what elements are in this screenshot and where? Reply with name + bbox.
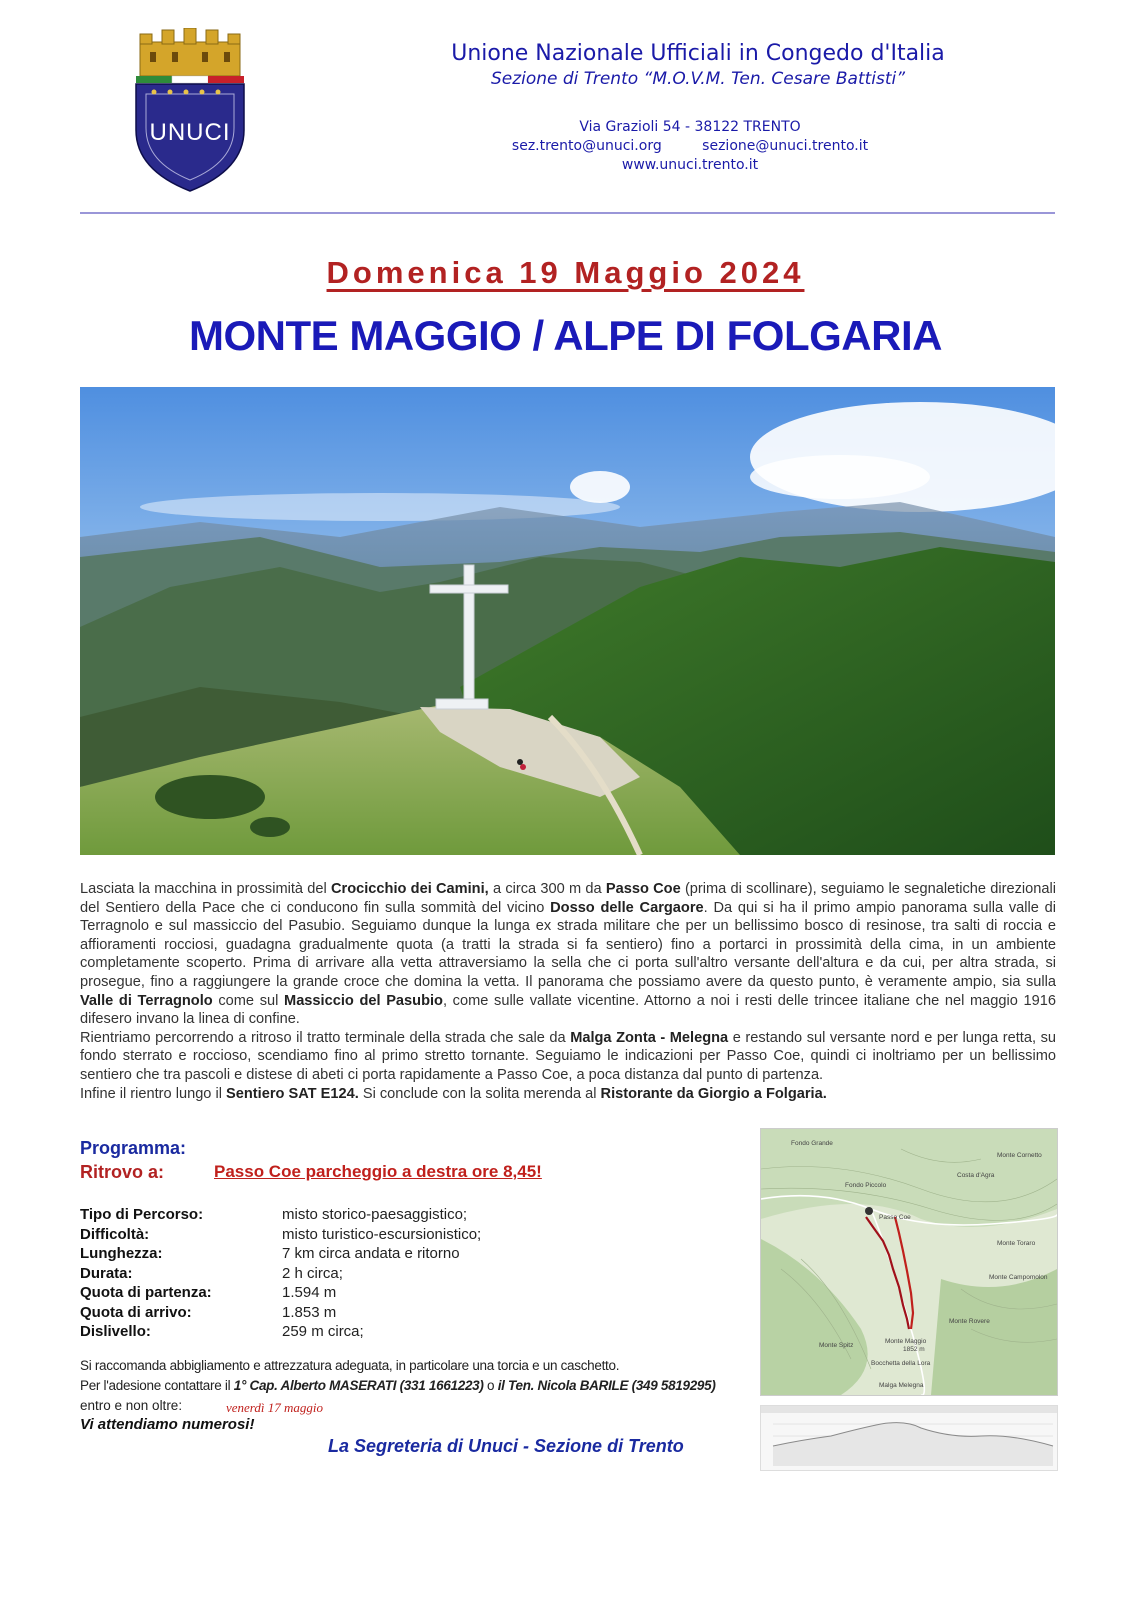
restaurant-name: Ristorante da Giorgio a Folgaria.: [600, 1085, 827, 1102]
place-dosso-cargaore: Dosso delle Cargaore: [550, 899, 704, 916]
organization-section: Sezione di Trento “M.O.V.M. Ten. Cesare Battisti”: [490, 69, 906, 89]
map-label: Monte Rovere: [949, 1318, 990, 1325]
unuci-logo: [122, 28, 258, 193]
event-date: [0, 255, 1131, 291]
meeting-label: Ritrovo a:: [80, 1162, 165, 1182]
hike-specs-table: [80, 1206, 481, 1343]
map-label: Passo Coe: [879, 1214, 911, 1221]
spec-value: misto storico-paesaggistico;: [282, 1206, 468, 1223]
spec-label: Quota di partenza:: [80, 1284, 212, 1301]
email-link-1[interactable]: sez.trento@unuci.org: [511, 138, 662, 154]
spec-row: [80, 1284, 481, 1304]
place-passo-coe: Passo Coe: [605, 881, 681, 897]
map-label: Bocchetta della Lora: [871, 1360, 931, 1367]
spec-label: Tipo di Percorso:: [80, 1206, 204, 1223]
spec-label: Difficoltà:: [80, 1225, 150, 1243]
event-date-text: Domenica 19 Maggio 2024: [326, 255, 805, 290]
spec-row: [80, 1206, 481, 1226]
map-label: Costa d'Agra: [957, 1172, 995, 1179]
map-label: Malga Melegna: [879, 1382, 924, 1389]
map-label: Monte Maggio: [885, 1338, 927, 1345]
summit-cross-photo: [80, 387, 1055, 855]
meeting-point: Passo Coe parcheggio a destra ore 8,45!: [214, 1162, 542, 1181]
spec-row: [80, 1265, 481, 1285]
event-title: MONTE MAGGIO / ALPE DI FOLGARIA: [189, 312, 942, 359]
contact-block: [470, 118, 910, 175]
contact-maserati: 1° Cap. Alberto MASERATI (331 1661223): [233, 1378, 484, 1393]
map-label: Monte Spitz: [819, 1342, 854, 1349]
trail-sat-e124: Sentiero SAT E124.: [226, 1085, 359, 1102]
deadline-label: entro e non oltre:: [80, 1398, 183, 1413]
spec-row: [80, 1323, 481, 1343]
email-link-2[interactable]: sezione@unuci.trento.it: [702, 138, 869, 154]
equipment-recommendation: Si raccomanda abbigliamento e attrezzatura adeguata, in particolare una torcia e un caschetto.: [80, 1358, 620, 1373]
spec-value: 1.594 m: [282, 1284, 337, 1301]
place-valle-terragnolo: Valle di Terragnolo: [80, 992, 213, 1009]
organization-header: [418, 40, 978, 90]
spec-label: Quota di arrivo:: [80, 1303, 192, 1321]
elevation-profile: [760, 1405, 1058, 1471]
description-paragraph-1: Lasciata la macchina in prossimità del Crocicchio dei Camini, a circa 300 m da Passo Coe (prima di scollinare), seguiamo le segnaletiche direzionali del Sentiero della Pace che ci conducono fin sulla sommità del vicino Dosso delle Cargaore. Da qui si ha il primo ampio panorama sulla valle di Terragnolo e sul massiccio del Pasubio. Seguiamo dunque la lunga ex strada militare che per un bellissimo bosco di resinose, tra salti di roccia e affioramenti rocciosi, guadagna gradualmente quota (a tratti la strada si fa sentiero) fino a portarci in prossimità della cima, in un ambiente completamente scoperto. Prima di arrivare alla vetta attraversiamo la sella che ci porta sull'altro versante dell'altura e da cui, per altra strada, si prosegue, fino a raggiungere la grande croce che domina la vetta. Il panorama che possiamo avere da questo punto, è veramente ampio, sia sulla Valle di Terragnolo come sul Massiccio del Pasubio, come sulle vallate vicentine. Attorno a noi i resti delle trincee italiane che nel maggio 1916 difesero invano la linea di confine.: [80, 881, 1056, 1028]
spec-value: 7 km circa andata e ritorno: [282, 1245, 460, 1262]
contact-barile: il Ten. Nicola BARILE (349 5819295): [497, 1378, 716, 1393]
closing-line: Vi attendiamo numerosi!: [80, 1416, 255, 1433]
route-map: [760, 1128, 1058, 1396]
map-label: Monte Campomolon: [989, 1274, 1048, 1281]
map-label: Fondo Grande: [791, 1140, 833, 1147]
website-link[interactable]: www.unuci.trento.it: [621, 157, 759, 173]
deadline-date: venerdì 17 maggio: [226, 1400, 323, 1415]
svg-text:UNUCI: UNUCI: [149, 119, 231, 146]
description-paragraph-3: Infine il rientro lungo il Sentiero SAT E124. Si conclude con la solita merenda al Ristorante da Giorgio a Folgaria.: [80, 1085, 827, 1102]
place-massiccio-pasubio: Massiccio del Pasubio: [284, 992, 443, 1009]
spec-row: [80, 1245, 481, 1265]
program-heading: Programma:: [80, 1138, 187, 1158]
spec-row: [80, 1226, 481, 1246]
map-label: Monte Toraro: [997, 1240, 1036, 1247]
header-divider: [80, 212, 1055, 214]
map-label: Monte Cornetto: [997, 1152, 1042, 1159]
address: Via Grazioli 54 - 38122 TRENTO: [579, 119, 801, 135]
map-label: 1852 m: [903, 1346, 925, 1353]
signature: La Segreteria di Unuci - Sezione di Trento: [328, 1436, 684, 1456]
spec-value: 2 h circa;: [282, 1264, 343, 1282]
spec-value: 259 m circa;: [282, 1323, 364, 1340]
spec-value: 1.853 m: [282, 1303, 337, 1321]
place-malga-zonta: Malga Zonta - Melegna: [570, 1029, 729, 1046]
spec-value: misto turistico-escursionistico;: [282, 1225, 482, 1243]
organization-name: Unione Nazionale Ufficiali in Congedo d'Italia: [451, 41, 945, 66]
spec-label: Dislivello:: [80, 1323, 151, 1340]
spec-row: [80, 1304, 481, 1324]
place-crocicchio: Crocicchio dei Camini,: [331, 881, 489, 897]
contact-line: Per l'adesione contattare il 1° Cap. Alberto MASERATI (331 1661223) o il Ten. Nicola BARILE (349 5819295): [80, 1378, 716, 1393]
spec-label: Durata:: [80, 1264, 133, 1282]
map-label: Fondo Piccolo: [845, 1182, 887, 1189]
hike-description: [80, 880, 1056, 1103]
description-paragraph-2: Rientriamo percorrendo a ritroso il tratto terminale della strada che sale da Malga Zonta - Melegna e restando sul versante nord e per lunga retta, su fondo sterrato e roccioso, scendiamo fino al primo stretto tornante. Seguiamo le indicazioni per Passo Coe, quindi ci inoltriamo per un bellissimo sentiero che tra pascoli e distese di abeti ci porta rapidamente a Passo Coe, a poca distanza dal punto di partenza.: [80, 1029, 1056, 1083]
spec-label: Lunghezza:: [80, 1245, 163, 1262]
